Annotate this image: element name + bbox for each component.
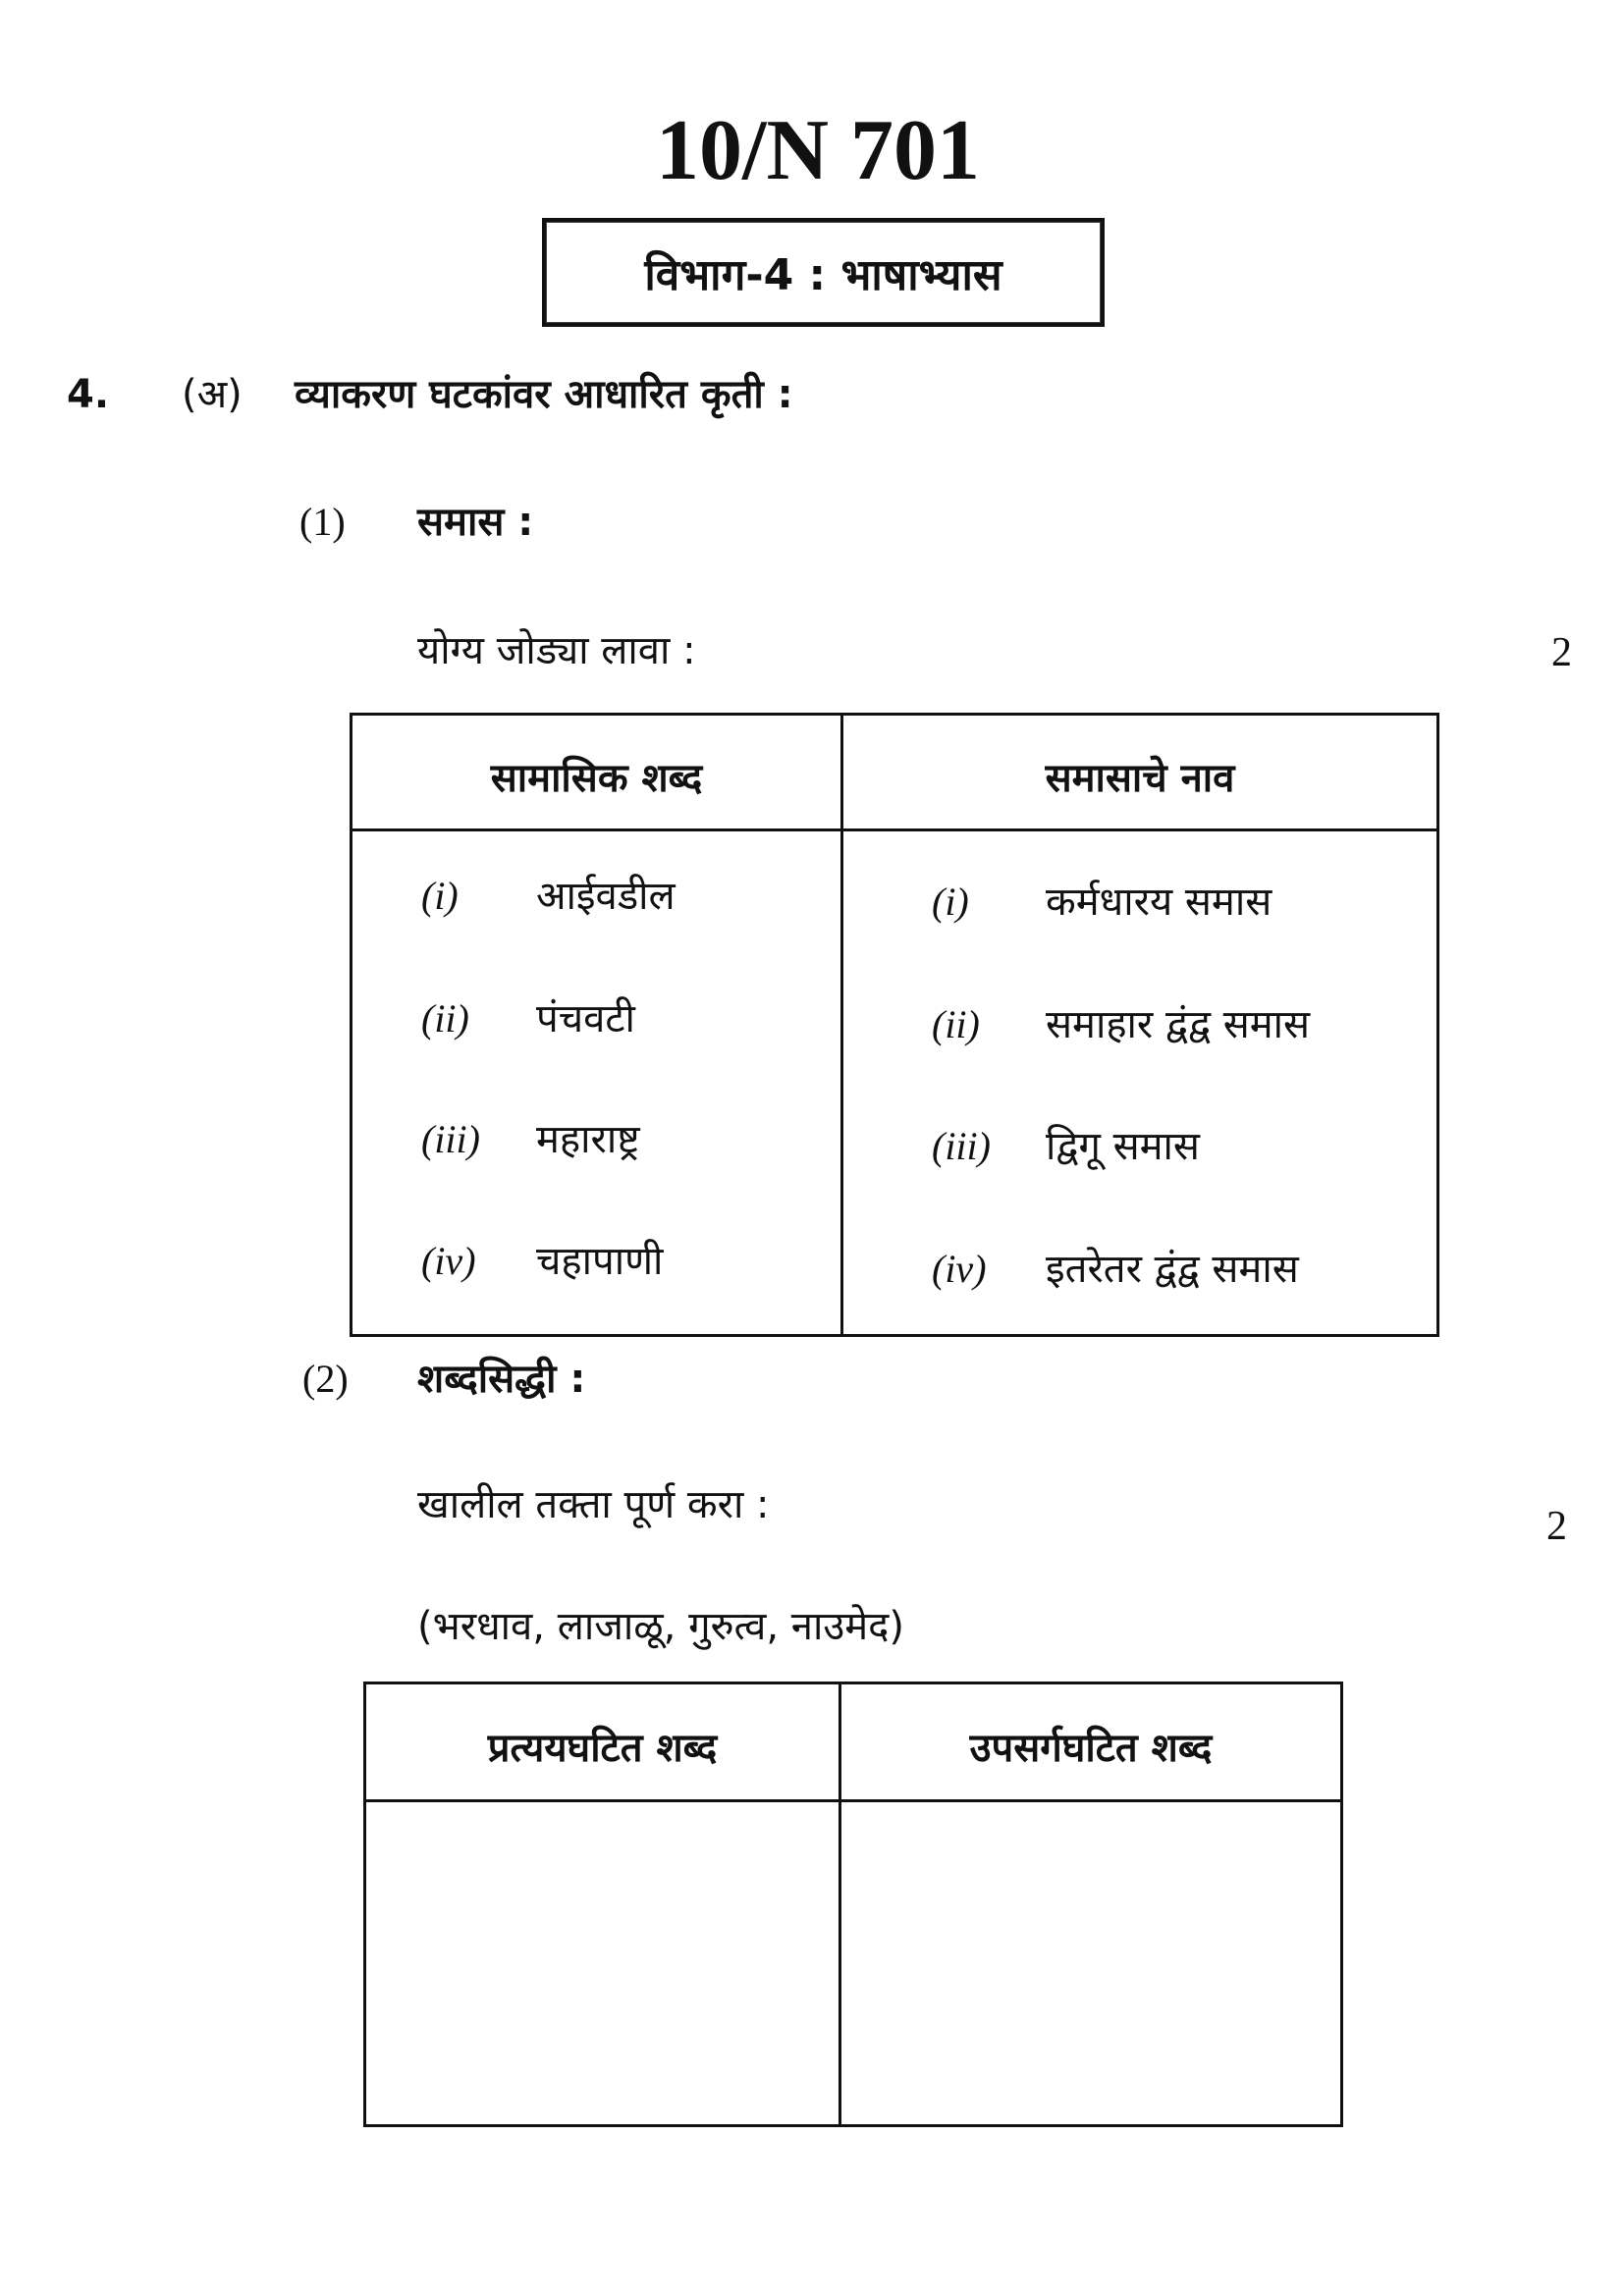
left-item-text: चहापाणी bbox=[536, 1239, 664, 1284]
left-item-text: आईवडील bbox=[536, 874, 676, 919]
column-divider bbox=[840, 716, 843, 1334]
right-item-number: (ii) bbox=[932, 1002, 980, 1046]
question-part-title: व्याकरण घटकांवर आधारित कृती : bbox=[295, 372, 793, 417]
subquestion-2-title: शब्दसिद्धी : bbox=[417, 1357, 586, 1402]
word-list: (भरधाव, लाजाळू, गुरुत्व, नाउमेद) bbox=[417, 1604, 905, 1649]
subquestion-2-marks: 2 bbox=[1546, 1504, 1567, 1549]
left-item-number: (iii) bbox=[421, 1117, 480, 1161]
question-part-label: (अ) bbox=[182, 372, 243, 417]
matching-table-header-left: सामासिक शब्द bbox=[490, 756, 703, 801]
question-number: 4. bbox=[67, 372, 110, 417]
classification-table bbox=[363, 1682, 1343, 2127]
section-title-box bbox=[542, 218, 1105, 327]
subquestion-1-title: समास : bbox=[417, 500, 534, 545]
subquestion-1-instruction: योग्य जोड्या लावा : bbox=[417, 628, 696, 673]
subquestion-1-number: (1) bbox=[299, 500, 346, 544]
section-title: विभाग-4 : भाषाभ्यास bbox=[644, 249, 1002, 300]
left-item-number: (i) bbox=[421, 874, 459, 918]
right-item-text: द्विगू समास bbox=[1046, 1124, 1200, 1169]
right-item-number: (iv) bbox=[932, 1247, 987, 1291]
left-item-text: महाराष्ट्र bbox=[536, 1117, 640, 1162]
right-item-number: (i) bbox=[932, 880, 969, 924]
classification-table-header-left: प्रत्ययघटित शब्द bbox=[487, 1726, 718, 1771]
left-item-text: पंचवटी bbox=[536, 996, 635, 1041]
right-item-text: कर्मधारय समास bbox=[1046, 880, 1272, 925]
subquestion-2-instruction: खालील तक्ता पूर्ण करा : bbox=[417, 1482, 770, 1527]
matching-table-header-right: समासाचे नाव bbox=[1045, 756, 1235, 801]
matching-table bbox=[350, 713, 1439, 1337]
right-item-text: समाहार द्वंद्व समास bbox=[1046, 1002, 1311, 1047]
left-item-number: (iv) bbox=[421, 1239, 476, 1283]
classification-table-header-right: उपसर्गघटित शब्द bbox=[969, 1726, 1213, 1771]
right-item-text: इतरेतर द्वंद्व समास bbox=[1046, 1247, 1299, 1292]
subquestion-2-number: (2) bbox=[302, 1357, 349, 1401]
subquestion-1-marks: 2 bbox=[1551, 630, 1572, 675]
right-item-number: (iii) bbox=[932, 1124, 991, 1168]
paper-code: 10/N 701 bbox=[656, 103, 980, 198]
left-item-number: (ii) bbox=[421, 996, 469, 1041]
header-divider bbox=[352, 828, 1436, 831]
answer-cell-left bbox=[366, 1802, 839, 2124]
answer-cell-right bbox=[841, 1802, 1340, 2124]
